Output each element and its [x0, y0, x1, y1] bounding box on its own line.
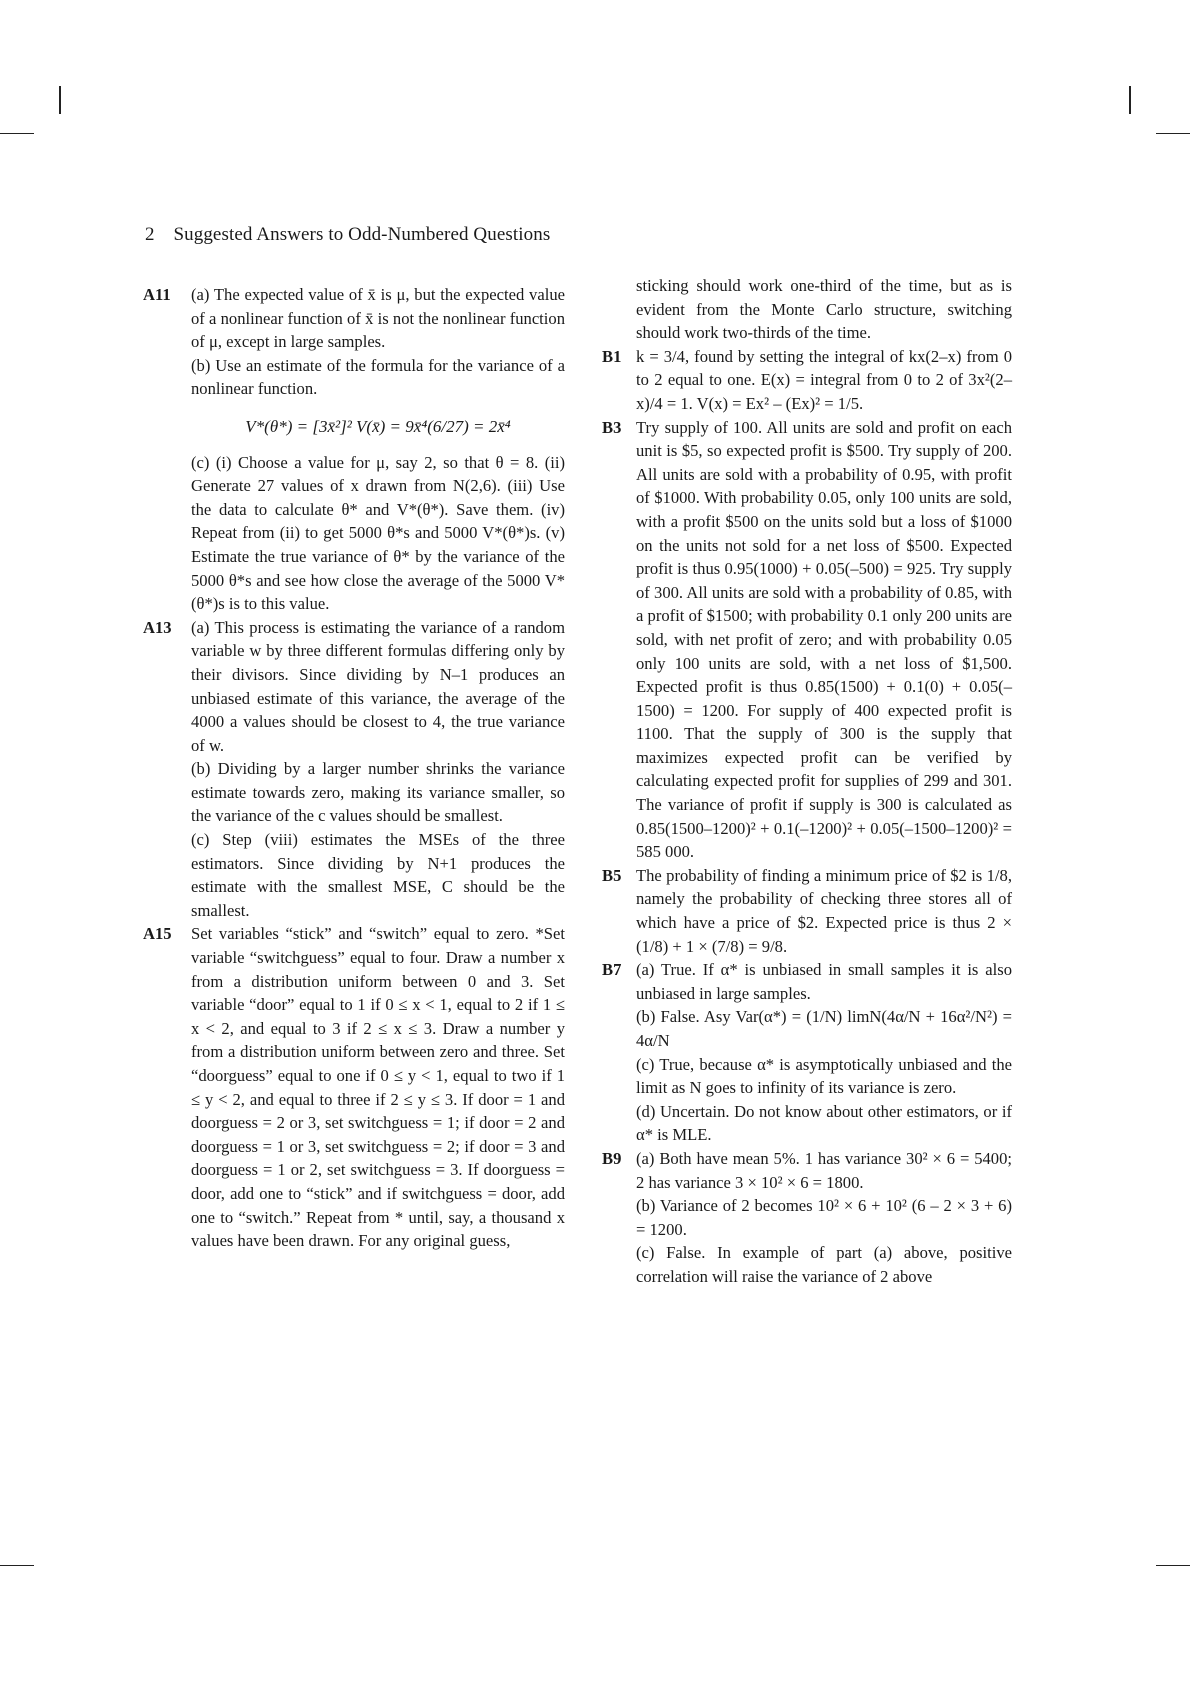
right-column	[602, 274, 1012, 1289]
answer-paragraph: Try supply of 100. All units are sold and profit on each unit is $5, so expected profit is $500. Try supply of 200. All units are sold with a probability of 0.95, with profit of $1000. With probability 0.05, only 100 units are sold, with a profit $500 on the units sold but a loss of $1000 on the units not sold for a net loss of $500. Expected profit is thus 0.95(1000) + 0.05(–500) = 925. Try supply of 300. All units are sold with a probability of 0.85, with a profit of $1500; with probability 0.1 only 200 units are sold, with net profit of zero; and with probability 0.05 only 100 units are sold, with a net loss of $1,500. Expected profit is thus 0.85(1500) + 0.1(0) + 0.05(–1500) = 1200. For supply of 400 expected profit is 1100. That the supply of 300 is the supply that maximizes expected profit can be verified by calculating expected profit for supplies of 299 and 301. The variance of profit if supply is 300 is calculated as 0.85(1500–1200)² + 0.1(–1200)² + 0.05(–1500–1200)² = 585 000.	[636, 417, 1012, 862]
answer-paragraph: (b) Variance of 2 becomes 10² × 6 + 10² (6 – 2 × 3 + 6) = 1200.	[636, 1196, 1012, 1239]
answer-paragraph: (c) True, because α* is asymptotically unbiased and the limit as N goes to infinity of its variance is zero.	[636, 1054, 1012, 1098]
answer-paragraph: (c) (i) Choose a value for μ, say 2, so that θ = 8. (ii) Generate 27 values of x drawn from N(2,6). (iii) Use the data to calculate θ* and V*(θ*). Save them. (iv) Repeat from (ii) to get 5000 θ*s and 5000 V*(θ*)s. (v) Estimate the true variance of θ* by the variance of the 5000 θ*s and see how close the average of the 5000 V*(θ*)s is to this value.	[191, 452, 565, 614]
answer-label: B5	[602, 865, 622, 885]
running-header	[145, 224, 550, 246]
answer-label: A15	[143, 924, 172, 944]
answer-B9	[602, 1147, 1012, 1289]
answer-paragraph: (c) False. In example of part (a) above, positive correlation will raise the variance of 2 above	[636, 1243, 1012, 1286]
answer-A13	[143, 616, 565, 923]
answer-A11	[143, 283, 565, 616]
answer-label: A11	[143, 285, 171, 304]
answer-paragraph: (b) Dividing by a larger number shrinks the variance estimate towards zero, making its variance smaller, so the variance of the c values should be smallest.	[191, 759, 565, 826]
page-number: 2	[145, 224, 155, 245]
left-column	[143, 283, 565, 1253]
crop-mark-bottom-right-horizontal	[1156, 1565, 1190, 1566]
formula-text: V*(θ*) = [3x̄²]² V(x̄) = 9x̄⁴(6/27) = 2x̄⁴	[245, 416, 511, 436]
running-title: Suggested Answers to Odd-Numbered Questions	[173, 224, 551, 245]
crop-mark-top-left-vertical	[59, 86, 61, 114]
answer-paragraph: The probability of finding a minimum price of $2 is 1/8, namely the probability of checking three stores all of which have a price of $2. Expected price is thus 2 × (1/8) + 1 × (7/8) = 9/8.	[636, 865, 1012, 956]
answer-paragraph: (c) Step (viii) estimates the MSEs of the three estimators. Since dividing by N+1 produces the estimate with the smallest MSE, C should be the smallest.	[191, 830, 565, 920]
answer-paragraph: Set variables “stick” and “switch” equal to zero. *Set variable “switchguess” equal to four. Draw a number x from a distribution uniform between 0 and 3. Set variable “door” equal to 1 if 0 ≤ x < 1, equal to 2 if 1 ≤ x < 2, and equal to 3 if 2 ≤ x ≤ 3. Draw a number y from a distribution uniform between zero and three. Set “doorguess” equal to one if 0 ≤ y < 1, equal to two if 1 ≤ y < 2, and equal to three if 2 ≤ y ≤ 3. If door = 1 and doorguess = 2 or 3, set switchguess = 1; if door = 2 and doorguess = 1 or 3, set switchguess = 2; if door = 3 and doorguess = 1 or 2, set switchguess = 3. If doorguess = door, add one to “stick” and if switchguess = door, add one to “switch.” Repeat from * until, say, a thousand x values have been drawn. For any original guess,	[191, 924, 565, 1251]
answer-paragraph: (b) Use an estimate of the formula for the variance of a nonlinear function.	[191, 355, 565, 399]
answer-paragraph: (a) This process is estimating the variance of a random variable w by three different formulas differing only by their divisors. Since dividing by N–1 produces an unbiased estimate of this variance, the average of the 4000 a values should be closest to 4, the true variance of w.	[191, 617, 565, 755]
answer-label: B7	[602, 960, 622, 980]
answer-label: B3	[602, 417, 622, 437]
answer-paragraph: (d) Uncertain. Do not know about other estimators, or if α* is MLE.	[636, 1101, 1012, 1145]
answer-B3	[602, 416, 1012, 864]
answer-paragraph: sticking should work one-third of the time, but as is evident from the Monte Carlo structure, switching should work two-thirds of the time.	[636, 276, 1012, 343]
answer-A15	[143, 922, 565, 1252]
crop-mark-top-left-horizontal	[0, 133, 34, 134]
crop-mark-top-right-horizontal	[1156, 133, 1190, 134]
answer-paragraph: (b) False. Asy Var(α*) = (1/N) limN(4α/N + 16α²/N²) = 4α/N	[636, 1007, 1012, 1050]
answer-paragraph: k = 3/4, found by setting the integral of kx(2–x) from 0 to 2 equal to one. E(x) = integral from 0 to 2 of 3x²(2–x)/4 = 1. V(x) = Ex² – (Ex)² = 1/5.	[636, 346, 1012, 413]
crop-mark-bottom-left-horizontal	[0, 1565, 34, 1566]
variance-formula	[191, 401, 565, 451]
answer-A15-continued	[602, 274, 1012, 345]
answer-label: B9	[602, 1148, 622, 1168]
answer-paragraph: (a) True. If α* is unbiased in small samples it is also unbiased in large samples.	[636, 960, 1012, 1003]
answer-B7	[602, 958, 1012, 1147]
answer-paragraph: (a) The expected value of x̄ is μ, but the expected value of a nonlinear function of x̄ is not the nonlinear function of μ, except in large samples.	[191, 285, 565, 352]
crop-mark-top-right-vertical	[1129, 86, 1131, 114]
answer-B5	[602, 864, 1012, 958]
answer-label: B1	[602, 346, 622, 366]
answer-label: A13	[143, 617, 172, 637]
answer-paragraph: (a) Both have mean 5%. 1 has variance 30² × 6 = 5400; 2 has variance 3 × 10² × 6 = 1800.	[636, 1148, 1012, 1192]
answer-B1	[602, 345, 1012, 416]
